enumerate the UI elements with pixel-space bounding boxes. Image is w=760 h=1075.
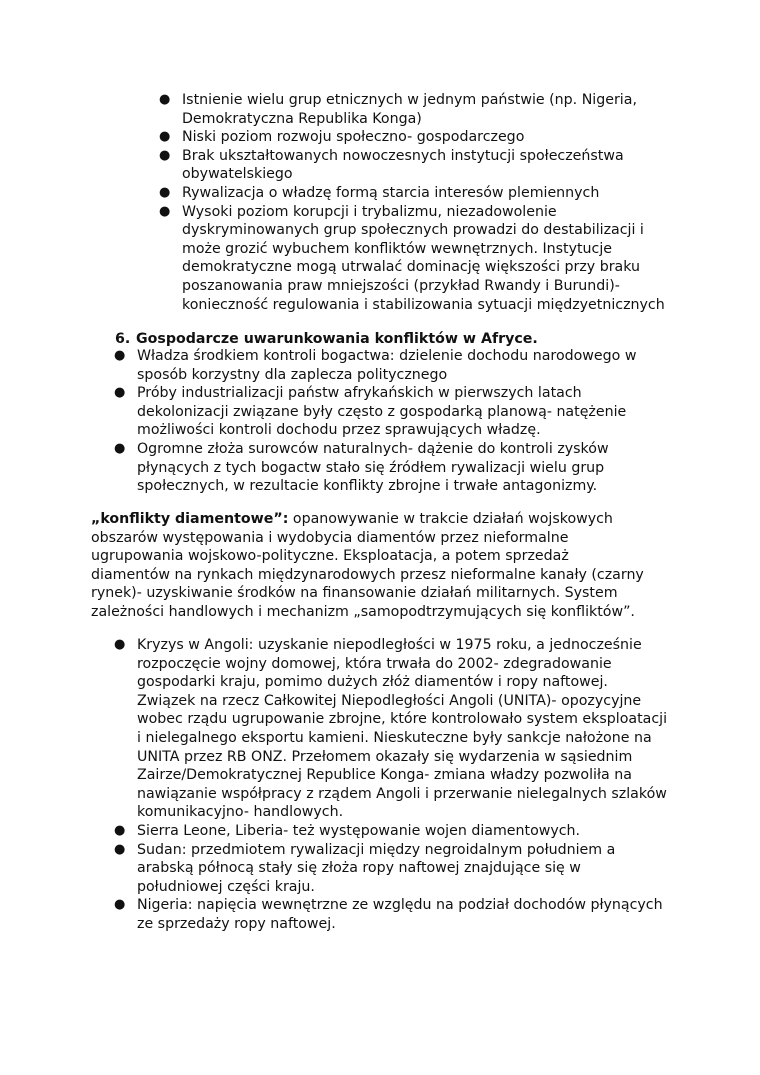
list-item: ● Istnienie wielu grup etnicznych w jednym państwie (np. Nigeria, Demokratyczna Republika Konga) bbox=[159, 92, 637, 127]
list-item: ● Wysoki poziom korupcji i trybalizmu, niezadowolenie dyskryminowanych grup społecznych prowadzi do destabilizacji i może grozić wybuchem konfliktów wewnętrznych. Instytucje demokratyczne mogą utrwalać dominację większości przy braku poszanowania praw mniejszości (przykład Rwandy i Burundi)- konieczność regulowania i stabilizowania sytuacji międzyetnicznych bbox=[159, 203, 665, 313]
conflict-examples-list bbox=[114, 636, 669, 934]
term-heading: „konflikty diamentowe”: bbox=[91, 511, 289, 527]
list-item: ● Władza środkiem kontroli bogactwa: dzielenie dochodu narodowego w sposób korzystny dla zaplecza politycznego bbox=[114, 348, 637, 383]
bullet-icon: ● bbox=[114, 440, 126, 456]
list-item: ● Sierra Leone, Liberia- też występowanie wojen diamentowych. bbox=[114, 822, 581, 839]
section-heading bbox=[115, 330, 538, 349]
bullet-icon: ● bbox=[159, 147, 171, 163]
list-item: ● Ogromne złoża surowców naturalnych- dążenie do kontroli zysków płynących z tych bogactw stało się źródłem rywalizacji wielu grup społecznych, w rezultacie konflikty zbrojne i trwałe antagonizmy. bbox=[114, 440, 609, 495]
bullet-icon: ● bbox=[114, 841, 126, 857]
bullet-icon: ● bbox=[159, 92, 171, 107]
list-item: ● Próby industrializacji państw afrykańskich w pierwszych latach dekolonizacji związane były często z gospodarką planową- natężenie możliwości kontroli dochodu przez sprawujących władzę. bbox=[114, 385, 627, 439]
ethnic-factors-list bbox=[159, 91, 682, 314]
economic-factors-list bbox=[114, 347, 639, 496]
term-definition: opanowywanie w trakcie działań wojskowych obszarów występowania i wydobycia diamentów przez nieformalne ugrupowania wojskowo-polityczne. Eksploatacja, a potem sprzedaż diamentów na rynkach międzynarodowych przesz nieformalne kanały (czarny rynek)- uzyskiwanie środków na finansowanie działań militarnych. System zależności handlowych i mechanizm „samopodtrzymujących się konfliktów”. bbox=[91, 511, 644, 620]
bullet-icon: ● bbox=[114, 637, 126, 652]
bullet-icon: ● bbox=[114, 385, 126, 401]
bullet-icon: ● bbox=[159, 129, 171, 145]
section-number: 6. bbox=[115, 331, 131, 347]
list-item: ● Sudan: przedmiotem rywalizacji między negroidalnym południem a arabską północą stały się złoża ropy naftowej znajdujące się w południowej części kraju. bbox=[114, 841, 616, 895]
bullet-icon: ● bbox=[114, 348, 126, 363]
list-item: ● Nigeria: napięcia wewnętrzne ze względu na podział dochodów płynących ze sprzedaży ropy naftowej. bbox=[114, 897, 663, 932]
list-item: ● Brak ukształtowanych nowoczesnych instytucji społeczeństwa obywatelskiego bbox=[159, 147, 624, 183]
bullet-icon: ● bbox=[159, 203, 171, 219]
list-item: ● Kryzys w Angoli: uzyskanie niepodległości w 1975 roku, a jednocześnie rozpoczęcie wojny domowej, która trwała do 2002- zdegradowanie gospodarki kraju, pomimo dużych złóż diamentów i ropy naftowej. Związek na rzecz Całkowitej Niepodległości Angoli (UNITA)- opozycyjne wobec rządu ugrupowanie zbrojne, które kontrolowało system eksploatacji i nielegalnego eksportu kamieni. Nieskuteczne były sankcje nałożone na UNITA przez RB ONZ. Przełomem okazały się wydarzenia w sąsiednim Zairze/Demokratycznej Republice Konga- zmiana władzy pozwoliła na nawiązanie współpracy z rządem Angoli i przerwanie nielegalnych szlaków komunikacyjno- handlowych. bbox=[114, 637, 668, 821]
section-title: Gospodarcze uwarunkowania konfliktów w Afryce. bbox=[136, 331, 538, 347]
diamond-conflicts-paragraph bbox=[91, 510, 651, 622]
bullet-icon: ● bbox=[159, 184, 171, 200]
bullet-icon: ● bbox=[114, 897, 126, 913]
list-item: ● Niski poziom rozwoju społeczno- gospodarczego bbox=[159, 129, 525, 146]
list-item: ● Rywalizacja o władzę formą starcia interesów plemiennych bbox=[159, 184, 600, 201]
bullet-icon: ● bbox=[114, 822, 126, 838]
